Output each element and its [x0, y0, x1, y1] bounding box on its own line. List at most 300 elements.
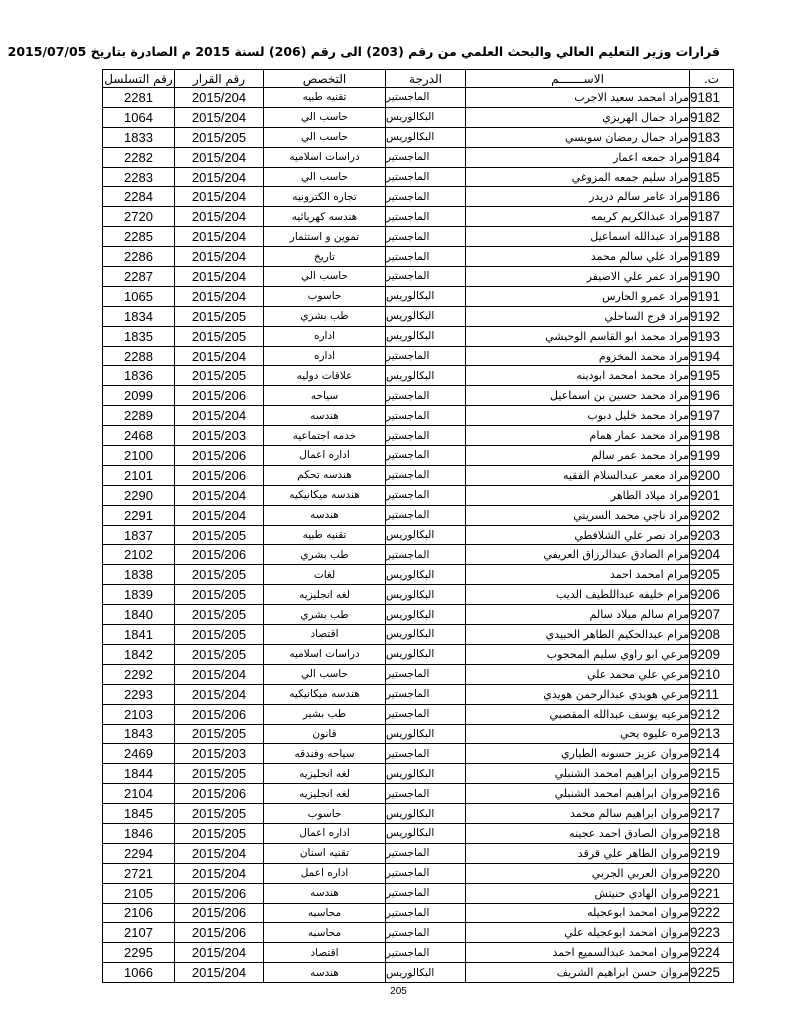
- cell-serial: 1845: [103, 804, 175, 824]
- cell-degree: الماجستير: [386, 744, 466, 764]
- cell-specialty: هندسه ميكانيكيه: [264, 485, 386, 505]
- cell-degree: البكالوريس: [386, 107, 466, 127]
- table-row: [103, 943, 734, 963]
- cell-specialty: حاسب الي: [264, 664, 386, 684]
- table-row: [103, 605, 734, 625]
- header-name: الاســـــــم: [466, 70, 690, 88]
- cell-number: 9217: [690, 804, 734, 824]
- cell-number: 9188: [690, 227, 734, 247]
- table-row: [103, 465, 734, 485]
- cell-number: 9212: [690, 704, 734, 724]
- header-number: ت.: [690, 70, 734, 88]
- cell-specialty: هندسه ميكانيكيه: [264, 684, 386, 704]
- cell-number: 9224: [690, 943, 734, 963]
- header-degree: الدرجة: [386, 70, 466, 88]
- cell-name: مرعي هويدي عبدالرحمن هويدي: [466, 684, 690, 704]
- table-row: [103, 923, 734, 943]
- cell-degree: الماجستير: [386, 923, 466, 943]
- table-row: [103, 366, 734, 386]
- table-row: [103, 286, 734, 306]
- cell-specialty: لغه انجليزيه: [264, 784, 386, 804]
- cell-name: مروان الهادي حنيتش: [466, 883, 690, 903]
- table-row: [103, 784, 734, 804]
- cell-number: 9204: [690, 545, 734, 565]
- cell-decision: 2015/205: [175, 644, 264, 664]
- header-decision: رقم القرار: [175, 70, 264, 88]
- cell-name: مروان العربي الجربي: [466, 863, 690, 883]
- table-body: [103, 88, 734, 983]
- cell-decision: 2015/204: [175, 88, 264, 108]
- cell-name: مروان ابراهيم سالم محمد: [466, 804, 690, 824]
- cell-degree: الماجستير: [386, 704, 466, 724]
- cell-degree: البكالوريس: [386, 286, 466, 306]
- cell-degree: البكالوريس: [386, 764, 466, 784]
- cell-serial: 2285: [103, 227, 175, 247]
- cell-serial: 2104: [103, 784, 175, 804]
- cell-specialty: تقنيه طبيه: [264, 525, 386, 545]
- cell-degree: الماجستير: [386, 167, 466, 187]
- cell-serial: 2292: [103, 664, 175, 684]
- cell-name: مراد عمر علي الاصيفر: [466, 267, 690, 287]
- cell-specialty: لغه انجليزيه: [264, 764, 386, 784]
- cell-name: مروان امحمد ابوعجيله علي: [466, 923, 690, 943]
- cell-decision: 2015/206: [175, 386, 264, 406]
- cell-serial: 2289: [103, 406, 175, 426]
- cell-degree: الماجستير: [386, 346, 466, 366]
- cell-specialty: اداره اعمال: [264, 446, 386, 466]
- cell-specialty: حاسوب: [264, 286, 386, 306]
- cell-name: مراد محمد حسين بن اسماعيل: [466, 386, 690, 406]
- cell-specialty: سياحه: [264, 386, 386, 406]
- cell-number: 9199: [690, 446, 734, 466]
- cell-decision: 2015/204: [175, 485, 264, 505]
- cell-degree: الماجستير: [386, 406, 466, 426]
- cell-specialty: دراسات اسلاميه: [264, 644, 386, 664]
- cell-serial: 2468: [103, 426, 175, 446]
- cell-specialty: هندسه: [264, 505, 386, 525]
- table-row: [103, 545, 734, 565]
- cell-decision: 2015/205: [175, 326, 264, 346]
- cell-specialty: هندسه: [264, 883, 386, 903]
- cell-serial: 2290: [103, 485, 175, 505]
- table-row: [103, 207, 734, 227]
- cell-name: مرعي علي محمد علي: [466, 664, 690, 684]
- cell-number: 9181: [690, 88, 734, 108]
- cell-specialty: اداره اعمل: [264, 863, 386, 883]
- cell-number: 9209: [690, 644, 734, 664]
- cell-decision: 2015/204: [175, 406, 264, 426]
- cell-degree: البكالوريس: [386, 326, 466, 346]
- cell-number: 9193: [690, 326, 734, 346]
- cell-name: مراد محمد امحمد ابودينه: [466, 366, 690, 386]
- cell-serial: 1065: [103, 286, 175, 306]
- cell-serial: 1846: [103, 823, 175, 843]
- cell-serial: 2288: [103, 346, 175, 366]
- cell-decision: 2015/204: [175, 147, 264, 167]
- table-row: [103, 585, 734, 605]
- cell-degree: البكالوريس: [386, 605, 466, 625]
- cell-decision: 2015/204: [175, 267, 264, 287]
- cell-name: مره عليوه يحي: [466, 724, 690, 744]
- cell-number: 9206: [690, 585, 734, 605]
- cell-decision: 2015/206: [175, 883, 264, 903]
- table-row: [103, 485, 734, 505]
- table-row: [103, 644, 734, 664]
- cell-decision: 2015/206: [175, 923, 264, 943]
- cell-serial: 2107: [103, 923, 175, 943]
- table-row: [103, 625, 734, 645]
- cell-serial: 2106: [103, 903, 175, 923]
- cell-specialty: هندسه: [264, 406, 386, 426]
- cell-decision: 2015/205: [175, 625, 264, 645]
- table-row: [103, 247, 734, 267]
- cell-number: 9200: [690, 465, 734, 485]
- cell-specialty: اقتصاد: [264, 625, 386, 645]
- cell-serial: 2099: [103, 386, 175, 406]
- cell-serial: 2469: [103, 744, 175, 764]
- cell-specialty: علاقات دوليه: [264, 366, 386, 386]
- cell-number: 9197: [690, 406, 734, 426]
- cell-serial: 2284: [103, 187, 175, 207]
- cell-number: 9218: [690, 823, 734, 843]
- cell-number: 9194: [690, 346, 734, 366]
- cell-name: مراد ميلاد الطاهر: [466, 485, 690, 505]
- cell-specialty: دراسات اسلاميه: [264, 147, 386, 167]
- table-row: [103, 346, 734, 366]
- cell-specialty: لغه انجليزيه: [264, 585, 386, 605]
- table-row: [103, 664, 734, 684]
- cell-degree: البكالوريس: [386, 644, 466, 664]
- cell-specialty: تقنيه اسنان: [264, 843, 386, 863]
- cell-serial: 2282: [103, 147, 175, 167]
- cell-serial: 2102: [103, 545, 175, 565]
- cell-degree: البكالوريس: [386, 127, 466, 147]
- cell-name: مراد محمد المخزوم: [466, 346, 690, 366]
- cell-serial: 1843: [103, 724, 175, 744]
- cell-degree: البكالوريس: [386, 724, 466, 744]
- cell-decision: 2015/204: [175, 943, 264, 963]
- cell-decision: 2015/206: [175, 704, 264, 724]
- table-row: [103, 426, 734, 446]
- cell-degree: البكالوريس: [386, 306, 466, 326]
- table-row: [103, 724, 734, 744]
- cell-name: مراد محمد عمار همام: [466, 426, 690, 446]
- cell-name: مرام سالم ميلاد سالم: [466, 605, 690, 625]
- cell-number: 9192: [690, 306, 734, 326]
- cell-name: مراد نصر علي الشلافطي: [466, 525, 690, 545]
- cell-decision: 2015/205: [175, 724, 264, 744]
- cell-number: 9205: [690, 565, 734, 585]
- cell-specialty: محاسبه: [264, 903, 386, 923]
- cell-serial: 1838: [103, 565, 175, 585]
- cell-number: 9203: [690, 525, 734, 545]
- cell-serial: 2295: [103, 943, 175, 963]
- cell-specialty: قانون: [264, 724, 386, 744]
- cell-degree: الماجستير: [386, 863, 466, 883]
- cell-degree: البكالوريس: [386, 366, 466, 386]
- table-row: [103, 903, 734, 923]
- cell-name: مروان حسن ابراهيم الشريف: [466, 963, 690, 983]
- cell-number: 9183: [690, 127, 734, 147]
- cell-specialty: حاسب الي: [264, 127, 386, 147]
- cell-number: 9186: [690, 187, 734, 207]
- cell-name: مروان عزيز حسونه الطياري: [466, 744, 690, 764]
- table-row: [103, 406, 734, 426]
- cell-specialty: تجاره الكترونيه: [264, 187, 386, 207]
- cell-name: مروان ابراهيم امحمد الشنبلي: [466, 764, 690, 784]
- cell-serial: 1833: [103, 127, 175, 147]
- cell-decision: 2015/204: [175, 286, 264, 306]
- cell-decision: 2015/203: [175, 744, 264, 764]
- cell-serial: 2721: [103, 863, 175, 883]
- table-row: [103, 843, 734, 863]
- cell-decision: 2015/204: [175, 247, 264, 267]
- cell-name: مروان امحمد عبدالسميع احمد: [466, 943, 690, 963]
- cell-name: مرام الصادق عبدالرزاق العريفي: [466, 545, 690, 565]
- cell-number: 9219: [690, 843, 734, 863]
- cell-serial: 2281: [103, 88, 175, 108]
- table-row: [103, 963, 734, 983]
- cell-decision: 2015/205: [175, 823, 264, 843]
- cell-name: مراد محمد خليل دبوب: [466, 406, 690, 426]
- cell-decision: 2015/206: [175, 784, 264, 804]
- cell-number: 9221: [690, 883, 734, 903]
- cell-decision: 2015/204: [175, 207, 264, 227]
- cell-name: مراد علي سالم محمد: [466, 247, 690, 267]
- cell-specialty: تاريخ: [264, 247, 386, 267]
- cell-degree: الماجستير: [386, 505, 466, 525]
- cell-number: 9189: [690, 247, 734, 267]
- cell-serial: 1835: [103, 326, 175, 346]
- cell-number: 9207: [690, 605, 734, 625]
- cell-number: 9195: [690, 366, 734, 386]
- decisions-table: [102, 69, 734, 983]
- cell-name: مروان امحمد ابوعجيله: [466, 903, 690, 923]
- table-row: [103, 326, 734, 346]
- cell-degree: البكالوريس: [386, 565, 466, 585]
- cell-decision: 2015/205: [175, 366, 264, 386]
- cell-number: 9185: [690, 167, 734, 187]
- cell-degree: الماجستير: [386, 664, 466, 684]
- cell-serial: 1841: [103, 625, 175, 645]
- header-serial: رقم التسلسل: [104, 71, 173, 86]
- cell-decision: 2015/205: [175, 585, 264, 605]
- cell-decision: 2015/203: [175, 426, 264, 446]
- cell-degree: الماجستير: [386, 247, 466, 267]
- cell-name: مراد جمعه اعمار: [466, 147, 690, 167]
- cell-number: 9198: [690, 426, 734, 446]
- cell-decision: 2015/206: [175, 446, 264, 466]
- table-row: [103, 147, 734, 167]
- cell-degree: الماجستير: [386, 465, 466, 485]
- cell-degree: البكالوريس: [386, 585, 466, 605]
- cell-specialty: سياحه وفندقه: [264, 744, 386, 764]
- cell-serial: 1837: [103, 525, 175, 545]
- cell-number: 9202: [690, 505, 734, 525]
- cell-decision: 2015/204: [175, 505, 264, 525]
- cell-number: 9220: [690, 863, 734, 883]
- cell-number: 9211: [690, 684, 734, 704]
- table-row: [103, 446, 734, 466]
- cell-decision: 2015/204: [175, 107, 264, 127]
- cell-number: 9223: [690, 923, 734, 943]
- cell-degree: الماجستير: [386, 843, 466, 863]
- cell-name: مرعيه يوسف عبدالله المقصبي: [466, 704, 690, 724]
- table-row: [103, 505, 734, 525]
- cell-number: 9190: [690, 267, 734, 287]
- cell-decision: 2015/204: [175, 684, 264, 704]
- cell-name: مرعي ابو راوي سليم المحجوب: [466, 644, 690, 664]
- table-row: [103, 306, 734, 326]
- table-row: [103, 127, 734, 147]
- cell-specialty: محاسبه: [264, 923, 386, 943]
- cell-specialty: لغات: [264, 565, 386, 585]
- cell-name: مرام امحمد احمد: [466, 565, 690, 585]
- cell-name: مراد عمرو الحارس: [466, 286, 690, 306]
- cell-decision: 2015/204: [175, 187, 264, 207]
- cell-decision: 2015/206: [175, 903, 264, 923]
- cell-degree: الماجستير: [386, 485, 466, 505]
- cell-name: مراد عبدالله اسماعيل: [466, 227, 690, 247]
- cell-number: 9187: [690, 207, 734, 227]
- cell-serial: 1840: [103, 605, 175, 625]
- cell-name: مراد عبدالكريم كريمه: [466, 207, 690, 227]
- cell-serial: 1834: [103, 306, 175, 326]
- cell-number: 9191: [690, 286, 734, 306]
- cell-degree: الماجستير: [386, 207, 466, 227]
- table-row: [103, 167, 734, 187]
- cell-number: 9184: [690, 147, 734, 167]
- cell-serial: 2101: [103, 465, 175, 485]
- cell-specialty: طب بشري: [264, 545, 386, 565]
- cell-degree: الماجستير: [386, 267, 466, 287]
- cell-name: مرام خليفه عبداللطيف الديب: [466, 585, 690, 605]
- cell-number: 9213: [690, 724, 734, 744]
- cell-number: 9210: [690, 664, 734, 684]
- cell-serial: 2720: [103, 207, 175, 227]
- cell-number: 9216: [690, 784, 734, 804]
- cell-serial: 1844: [103, 764, 175, 784]
- cell-specialty: هندسه تحكم: [264, 465, 386, 485]
- cell-serial: 2294: [103, 843, 175, 863]
- cell-decision: 2015/205: [175, 764, 264, 784]
- cell-name: مراد معمر عبدالسلام الفقيه: [466, 465, 690, 485]
- cell-serial: 2283: [103, 167, 175, 187]
- cell-degree: الماجستير: [386, 147, 466, 167]
- cell-degree: البكالوريس: [386, 804, 466, 824]
- table-row: [103, 863, 734, 883]
- cell-serial: 2291: [103, 505, 175, 525]
- table-row: [103, 704, 734, 724]
- cell-degree: الماجستير: [386, 883, 466, 903]
- cell-decision: 2015/204: [175, 843, 264, 863]
- cell-degree: الماجستير: [386, 446, 466, 466]
- cell-decision: 2015/204: [175, 863, 264, 883]
- cell-degree: الماجستير: [386, 227, 466, 247]
- cell-decision: 2015/206: [175, 545, 264, 565]
- cell-number: 9208: [690, 625, 734, 645]
- cell-degree: البكالوريس: [386, 525, 466, 545]
- cell-degree: البكالوريس: [386, 963, 466, 983]
- cell-name: مراد محمد ابو القاسم الوحيشي: [466, 326, 690, 346]
- cell-degree: الماجستير: [386, 684, 466, 704]
- cell-specialty: حاسوب: [264, 804, 386, 824]
- table-row: [103, 804, 734, 824]
- cell-serial: 1842: [103, 644, 175, 664]
- cell-specialty: اقتصاد: [264, 943, 386, 963]
- cell-specialty: خدمه اجتماعيه: [264, 426, 386, 446]
- cell-decision: 2015/205: [175, 306, 264, 326]
- table-row: [103, 823, 734, 843]
- cell-serial: 1066: [103, 963, 175, 983]
- table-row: [103, 684, 734, 704]
- cell-name: مراد عامر سالم دريدر: [466, 187, 690, 207]
- cell-serial: 1064: [103, 107, 175, 127]
- cell-serial: 2293: [103, 684, 175, 704]
- cell-specialty: هندسه كهربائيه: [264, 207, 386, 227]
- cell-number: 9222: [690, 903, 734, 923]
- table-row: [103, 187, 734, 207]
- cell-name: مراد محمد عمر سالم: [466, 446, 690, 466]
- cell-decision: 2015/205: [175, 565, 264, 585]
- cell-name: مروان ابراهيم امحمد الشنبلي: [466, 784, 690, 804]
- cell-degree: الماجستير: [386, 426, 466, 446]
- cell-name: مروان الصادق احمد عجينه: [466, 823, 690, 843]
- cell-name: مروان الطاهر علي قرقد: [466, 843, 690, 863]
- cell-name: مراد ناجي محمد السريتي: [466, 505, 690, 525]
- table-header-row: [103, 70, 734, 88]
- cell-serial: 2286: [103, 247, 175, 267]
- cell-serial: 1839: [103, 585, 175, 605]
- cell-specialty: اداره: [264, 326, 386, 346]
- cell-decision: 2015/205: [175, 127, 264, 147]
- cell-degree: الماجستير: [386, 187, 466, 207]
- cell-serial: 2105: [103, 883, 175, 903]
- table-row: [103, 565, 734, 585]
- cell-decision: 2015/205: [175, 804, 264, 824]
- cell-degree: الماجستير: [386, 903, 466, 923]
- cell-specialty: طب بشري: [264, 306, 386, 326]
- cell-number: 9196: [690, 386, 734, 406]
- cell-specialty: اداره: [264, 346, 386, 366]
- cell-degree: الماجستير: [386, 943, 466, 963]
- cell-decision: 2015/204: [175, 227, 264, 247]
- cell-name: مراد امحمد سعيد الاجرب: [466, 88, 690, 108]
- cell-name: مراد سليم جمعه المزوغي: [466, 167, 690, 187]
- cell-decision: 2015/206: [175, 465, 264, 485]
- cell-name: مراد جمال رمضان سويسي: [466, 127, 690, 147]
- table-row: [103, 525, 734, 545]
- cell-specialty: حاسب الي: [264, 107, 386, 127]
- cell-degree: الماجستير: [386, 545, 466, 565]
- document-title: قرارات وزير التعليم العالي والبحث العلمي من رقم (203) الى رقم (206) لسنة 2015 م الصادرة بتاريخ 2015/07/05: [7, 44, 720, 59]
- cell-specialty: اداره اعمال: [264, 823, 386, 843]
- table-row: [103, 107, 734, 127]
- cell-decision: 2015/205: [175, 525, 264, 545]
- table-row: [103, 764, 734, 784]
- table-row: [103, 744, 734, 764]
- cell-name: مرام عبدالحكيم الطاهر الحبيدي: [466, 625, 690, 645]
- cell-decision: 2015/205: [175, 605, 264, 625]
- table-row: [103, 883, 734, 903]
- table-row: [103, 88, 734, 108]
- table-row: [103, 386, 734, 406]
- cell-number: 9201: [690, 485, 734, 505]
- cell-number: 9214: [690, 744, 734, 764]
- header-specialty: التخصص: [264, 70, 386, 88]
- cell-number: 9182: [690, 107, 734, 127]
- cell-decision: 2015/204: [175, 346, 264, 366]
